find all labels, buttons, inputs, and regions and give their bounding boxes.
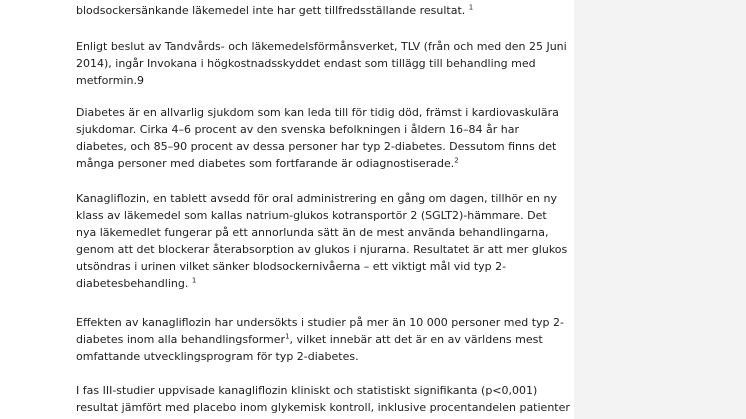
article-paragraph-6 <box>76 382 570 416</box>
right-sidebar <box>574 0 746 419</box>
paragraph-text: Effekten av kanagliflozin har undersökts i studier på mer än 10 000 personer med typ 2-diabetes inom alla behandlingsformer <box>76 316 564 346</box>
paragraph-text: Kanagliflozin, en tablett avsedd för oral administrering en gång om dagen, tillhör en ny klass av läkemedel som kallas natrium-glukos kotransportör 2 (SGLT2)-hämmare. Det nya läkemedlet fungerar på ett annorlunda sätt än de mest använda behandlingarna, genom att det blockerar återabsorption av glukos i njurarna. Resultatet är att mer glukos utsöndras i urinen vilket sänker blodsockernivåerna – ett viktigt mål vid typ 2-diabetesbehandling. <box>76 192 568 290</box>
footnote-ref[interactable]: 1 <box>468 3 474 12</box>
article-paragraph-3 <box>76 104 570 172</box>
paragraph-text: , vilket innebär att det är en av världens mest omfattande utvecklingsprogram för typ 2-diabetes. <box>76 333 543 363</box>
footnote-ref[interactable]: 1 <box>285 332 290 341</box>
paragraph-text: I fas III-studier uppvisade kanagliflozin kliniskt och statistiskt signifikanta (p<0,001) resultat jämfört med placebo inom glykemisk kontroll, inklusive procentandelen patienter <box>76 384 570 414</box>
paragraph-text: Enligt beslut av Tandvårds- och läkemedelsförmånsverket, TLV (från och med den 25 Juni 2014), ingår Invokana i högkostnadsskyddet endast som tillägg till behandling med metformin.9 <box>76 40 567 87</box>
paragraph-text: blodsockersänkande läkemedel inte har gett tillfredsställande resultat. <box>76 4 466 17</box>
footnote-ref[interactable]: 1 <box>191 276 197 285</box>
article-paragraph-2 <box>76 38 570 89</box>
article-paragraph-5 <box>76 314 570 365</box>
article-paragraph-4 <box>76 190 570 292</box>
paragraph-text: Diabetes är en allvarlig sjukdom som kan leda till för tidig död, främst i kardiovaskulära sjukdomar. Cirka 4–6 procent av den svenska befolkningen i åldern 16–84 år har diabetes, och 85–90 procent av dessa personer har typ 2-diabetes. Dessutom finns det många personer med diabetes som fortfarande är odiagnostiserade. <box>76 106 559 170</box>
article-paragraph-1 <box>76 2 570 19</box>
footnote-ref[interactable]: 2 <box>454 156 459 165</box>
